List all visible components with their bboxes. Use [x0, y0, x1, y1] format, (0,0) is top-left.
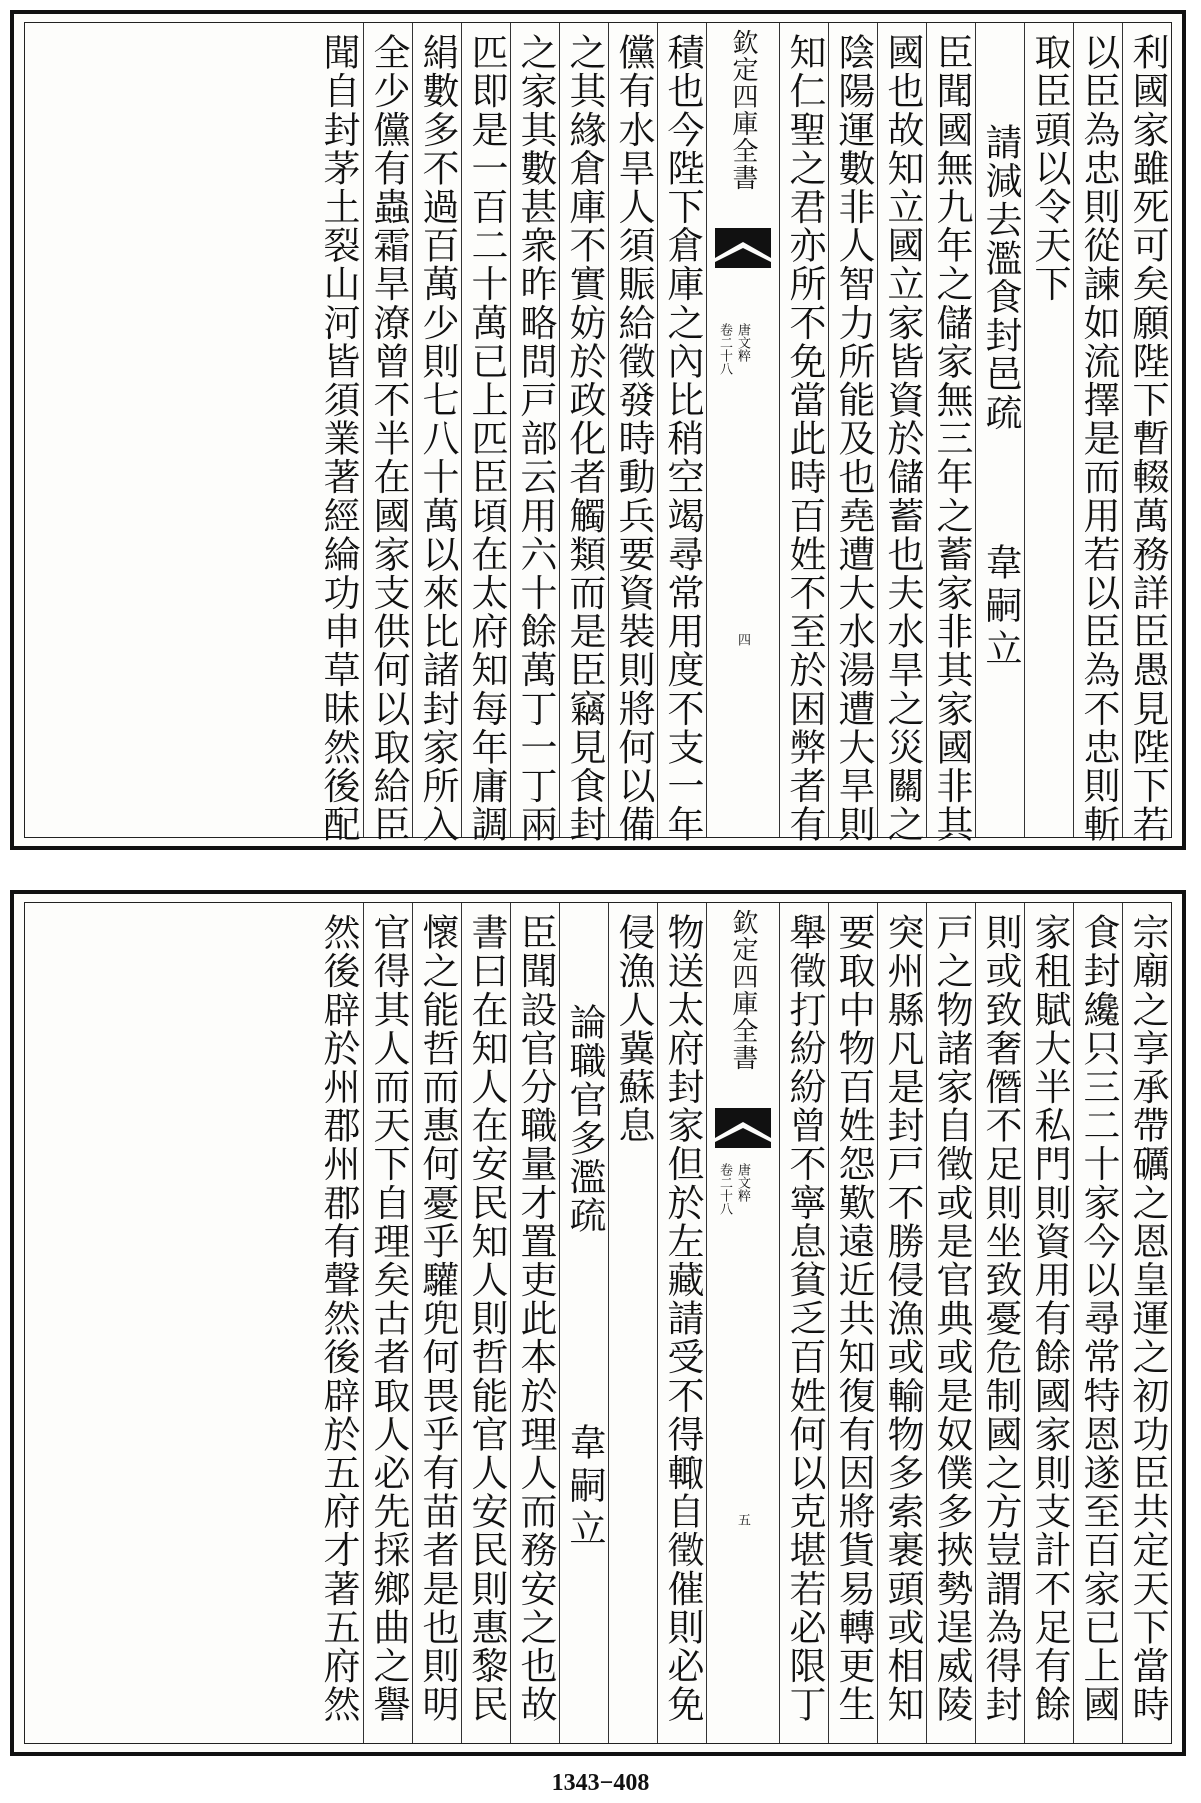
page-frame	[24, 22, 1172, 844]
page-top	[10, 10, 1186, 850]
fish-tail-mark-icon	[715, 1108, 771, 1148]
text-column: 則或致奢僭不足則坐致憂危制國之方豈謂為得封	[975, 903, 1024, 1743]
text-column: 儻有水旱人須賑給徵發時動兵要資裝則將何以備	[608, 23, 657, 837]
text-column: 侵漁人冀蘇息	[608, 903, 657, 1743]
library-title: 欽定四庫全書	[728, 29, 758, 191]
text-column: 要取中物百姓怨歎遠近共知復有因將貨易轉更生	[828, 903, 877, 1743]
text-column: 利國家雖死可矣願陛下暫輟萬務詳臣愚見陛下若	[1122, 23, 1171, 837]
text-column: 宗廟之享承帶礪之恩皇運之初功臣共定天下當時	[1122, 903, 1171, 1743]
text-column: 陰陽運數非人智力所能及也堯遭大水湯遭大旱則	[828, 23, 877, 837]
page-bottom	[10, 890, 1186, 1756]
text-column: 懷之能哲而惠何憂乎驩兜何畏乎有苗者是也則明	[412, 903, 461, 1743]
book-title: 唐文粹	[735, 1163, 750, 1202]
text-column: 戸之物諸家自徵或是官典或是奴僕多挾勢逞威陵	[926, 903, 975, 1743]
section-title: 請減去濫食封邑疏 韋嗣立	[975, 23, 1024, 837]
page-frame	[24, 902, 1172, 1744]
text-column: 物送太府封家但於左藏請受不得輙自徵催則必免	[657, 903, 706, 1743]
text-column: 知仁聖之君亦所不免當此時百姓不至於困弊者有	[779, 23, 828, 837]
text-column: 取臣頭以令天下	[1024, 23, 1073, 837]
page-number: 五	[735, 1513, 750, 1526]
author-name: 韋嗣立	[979, 543, 1022, 672]
footer-page-code: 1343−408	[551, 1770, 650, 1796]
text-column: 匹即是一百二十萬已上匹臣頃在太府知每年庸調	[461, 23, 510, 837]
text-column: 聞自封茅土裂山河皆須業著經綸功申草昧然後配	[317, 33, 360, 844]
text-column: 官得其人而天下自理矣古者取人必先採鄉曲之譽	[363, 903, 412, 1743]
center-margin	[706, 903, 779, 1743]
text-column: 絹數多不過百萬少則七八十萬以來比諸封家所入	[412, 23, 461, 837]
text-column: 國也故知立國立家皆資於儲蓄也夫水旱之災關之	[877, 23, 926, 837]
text-column: 臣聞國無九年之儲家無三年之蓄家非其家國非其	[926, 23, 975, 837]
volume-number: 卷二十八	[717, 1163, 732, 1215]
text-column: 家租賦大半私門則資用有餘國家則支計不足有餘	[1024, 903, 1073, 1743]
text-column: 食封纔只三二十家今以尋常特恩遂至百家已上國	[1073, 903, 1122, 1743]
fish-tail-mark-icon	[715, 228, 771, 268]
text-column: 全少儻有蟲霜旱潦曾不半在國家支供何以取給臣	[363, 23, 412, 837]
text-column: 書曰在知人在安民知人則哲能官人安民則惠黎民	[461, 903, 510, 1743]
text-column: 以臣為忠則從諫如流擇是而用若以臣為不忠則斬	[1073, 23, 1122, 837]
text-column: 之其緣倉庫不實妨於政化者觸類而是臣竊見食封	[559, 23, 608, 837]
section-title: 論職官多濫疏 韋嗣立	[559, 903, 608, 1743]
text-columns	[25, 903, 1171, 1743]
text-columns	[25, 23, 1171, 844]
text-column: 之家其數甚衆昨略問戸部云用六十餘萬丁一丁兩	[510, 23, 559, 837]
book-title: 唐文粹	[735, 323, 750, 362]
author-name: 韋嗣立	[563, 1423, 606, 1552]
text-column: 臣聞設官分職量才置吏此本於理人而務安之也故	[510, 903, 559, 1743]
text-column: 然後辟於州郡州郡有聲然後辟於五府才著五府然	[317, 913, 360, 1724]
text-column: 積也今陛下倉庫之內比稍空竭尋常用度不支一年	[657, 23, 706, 837]
volume-number: 卷二十八	[717, 323, 732, 375]
text-column: 舉徵打紛紛曾不寧息貧乏百姓何以克堪若必限丁	[779, 903, 828, 1743]
text-column: 突州縣凡是封戸不勝侵漁或輸物多索裹頭或相知	[877, 903, 926, 1743]
library-title: 欽定四庫全書	[728, 909, 758, 1071]
center-margin	[706, 23, 779, 837]
page-number: 四	[735, 633, 750, 646]
